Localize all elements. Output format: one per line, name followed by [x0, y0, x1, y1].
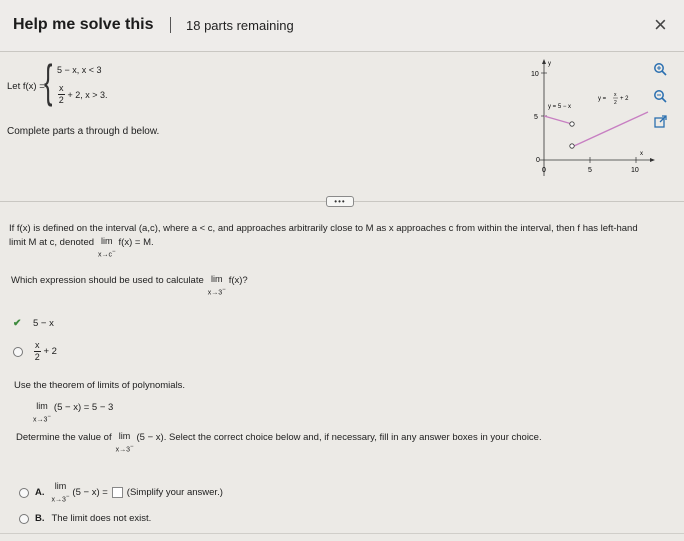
- y-tick-10: 10: [531, 71, 539, 78]
- right-line-label-num: x: [614, 92, 617, 98]
- question-limit: lim x→3−: [207, 274, 226, 297]
- answer-input-box[interactable]: [112, 487, 123, 498]
- left-piece-line: [544, 116, 572, 124]
- choice-b[interactable]: B. The limit does not exist.: [19, 513, 151, 524]
- x-axis-label: x: [640, 151, 643, 157]
- instructions-text: Complete parts a through d below.: [7, 126, 160, 137]
- determine-text: Determine the value of lim x→3− (5 − x). Select the correct choice below and, if necessary, fill in any answer boxes in your choice.: [16, 431, 542, 454]
- definition-line-1: If f(x) is defined on the interval (a,c), where a < c, and approaches arbitrarily close to M as x approaches c from within the interval, then f has left-hand: [9, 223, 638, 234]
- bottom-divider: [0, 533, 684, 534]
- y-tick-0: 0: [536, 157, 540, 164]
- piece-two-fraction: $\frac{x}{2}$: [58, 83, 64, 105]
- right-piece-line: [574, 112, 648, 146]
- piecewise-brace: {: [44, 55, 53, 107]
- x-tick-5: 5: [588, 167, 592, 174]
- question-text: Which expression should be used to calculate lim x→3− f(x)?: [11, 274, 248, 297]
- left-limit-notation: lim x→c−: [98, 236, 116, 259]
- piece-one: 5 − x, x < 3: [57, 65, 102, 75]
- choice-a-radio[interactable]: [19, 488, 29, 498]
- y-tick-5: 5: [534, 114, 538, 121]
- let-label: Let f(x) =: [7, 81, 45, 92]
- choice-b-radio[interactable]: [19, 514, 29, 524]
- checkmark-icon: ✔: [13, 318, 22, 329]
- y-axis-label: y: [548, 61, 551, 67]
- option-other[interactable]: $\frac{x}{2}$ + 2: [13, 341, 57, 362]
- right-open-endpoint: [570, 144, 574, 148]
- zoom-in-icon[interactable]: [650, 59, 670, 79]
- option-selected[interactable]: ✔ 5 − x: [13, 318, 54, 329]
- right-line-label-prefix: y =: [598, 96, 607, 102]
- radio-button[interactable]: [13, 347, 23, 357]
- theorem-expression: lim x→3− (5 − x) = 5 − 3: [33, 401, 114, 424]
- function-graph: [528, 58, 658, 180]
- x-tick-0: 0: [542, 167, 546, 174]
- popout-icon[interactable]: [650, 112, 670, 132]
- piece-two: $\frac{x}{2}$ + 2, x > 3.: [58, 83, 108, 105]
- x-tick-10: 10: [631, 167, 639, 174]
- left-line-label: y = 5 − x: [548, 104, 572, 110]
- definition-line-2: limit M at c, denoted lim x→c− f(x) = M.: [9, 236, 154, 259]
- right-line-label-den: 2: [614, 100, 617, 106]
- theorem-text: Use the theorem of limits of polynomials.: [14, 380, 186, 391]
- close-button[interactable]: ×: [654, 12, 667, 37]
- title-separator: [170, 17, 171, 33]
- left-open-endpoint: [570, 122, 574, 126]
- expand-more-button[interactable]: •••: [326, 196, 354, 207]
- panel-title: Help me solve this: [13, 16, 154, 33]
- header-bar: [0, 0, 684, 52]
- right-line-label-suffix: + 2: [620, 96, 629, 102]
- x-axis-arrow: [650, 158, 655, 162]
- parts-remaining: 18 parts remaining: [186, 18, 294, 33]
- zoom-out-icon[interactable]: [650, 86, 670, 106]
- y-axis-arrow: [542, 59, 546, 64]
- choice-a[interactable]: A. lim x→3− (5 − x) = (Simplify your answer.): [19, 482, 223, 503]
